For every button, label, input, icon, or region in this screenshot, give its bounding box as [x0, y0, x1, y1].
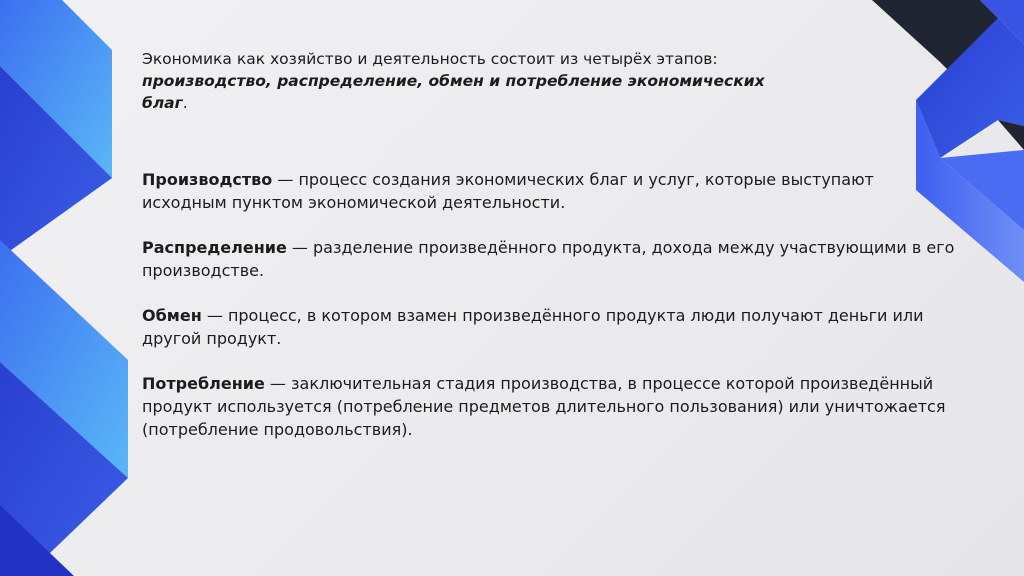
intro-end: .: [182, 94, 188, 112]
term-production: Производство: [142, 170, 273, 189]
intro-emphasis: производство, распределение, обмен и потребление экономических благ: [142, 72, 765, 112]
definition-text-distribution: — разделение произведённого продукта, дохода между участвующими в его производстве.: [142, 238, 955, 280]
term-exchange: Обмен: [142, 306, 202, 325]
definition-distribution: [142, 236, 962, 282]
definition-consumption: [142, 372, 962, 441]
definition-text-exchange: — процесс, в котором взамен произведённого продукта люди получают деньги или другой продукт.: [142, 306, 924, 348]
slide-content: [142, 48, 962, 463]
definition-text-production: — процесс создания экономических благ и услуг, которые выступают исходным пунктом экономической деятельности.: [142, 170, 874, 212]
definition-exchange: [142, 304, 962, 350]
definition-text-consumption: — заключительная стадия производства, в процессе которой произведённый продукт используется (потребление предметов длительного пользования) или уничтожается (потребление продовольствия).: [142, 374, 946, 439]
term-consumption: Потребление: [142, 374, 265, 393]
intro-paragraph: [142, 48, 782, 114]
intro-text: Экономика как хозяйство и деятельность состоит из четырёх этапов:: [142, 50, 718, 68]
definition-production: [142, 168, 962, 214]
term-distribution: Распределение: [142, 238, 287, 257]
